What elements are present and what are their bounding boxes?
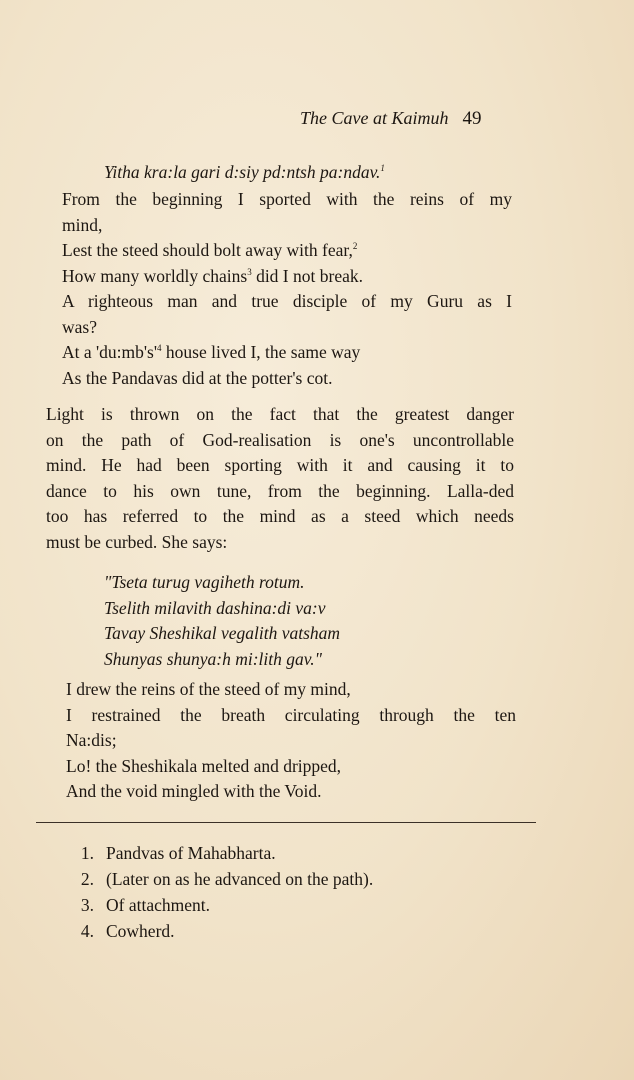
verse-line-text: did I not break. <box>251 265 363 286</box>
translation-line: Na:dis; <box>66 730 117 750</box>
footnote-text: (Later on as he advanced on the path). <box>106 869 374 889</box>
prose-line: on the path of God-realisation is one's uncontrollable <box>46 429 514 450</box>
verse-line: From the beginning I sported with the reins of my <box>62 189 512 209</box>
quote-line: "Tseta turug vagiheth rotum. <box>104 572 305 592</box>
verse-line-text: house lived I, the same way <box>161 342 361 362</box>
prose-line: dance to his own tune, from the beginning. Lalla-ded <box>46 480 514 501</box>
translation-line: Lo! the Sheshikala melted and dripped, <box>66 755 342 776</box>
footnote-ref-4: 4 <box>157 343 162 354</box>
prose-line: Light is thrown on the fact that the greatest danger <box>46 404 514 424</box>
verse-line-text: At a 'du:mb's' <box>62 342 158 362</box>
verse-line: was? <box>62 316 97 337</box>
poem-heading <box>104 160 385 186</box>
footnote-number: 4. <box>80 921 94 941</box>
prose-line: mind. He had been sporting with it and causing it to <box>46 455 514 475</box>
footnote-text: Of attachment. <box>106 895 210 915</box>
footnote-text: Cowherd. <box>106 921 175 941</box>
quote-translation <box>66 677 516 805</box>
quote-line: Shunyas shunya:h mi:lith gav." <box>104 648 322 669</box>
footnote <box>78 840 373 866</box>
footnote-text: Pandvas of Mahabharta. <box>106 843 276 863</box>
quote-line: Tavay Sheshikal vegalith vatsham <box>104 623 341 643</box>
footnote-ref-1: 1 <box>380 163 385 174</box>
verse-line: A righteous man and true disciple of my Guru as I <box>62 291 512 311</box>
translation-line: I restrained the breath circulating through the ten <box>66 704 516 725</box>
verse-line <box>62 340 512 366</box>
verse-line-text: How many worldly chains <box>62 265 248 286</box>
footnote-ref-2: 2 <box>352 241 358 252</box>
footnote <box>78 892 373 918</box>
poem-heading-text: Yitha kra:la gari d:siy pd:ntsh pa:ndav. <box>104 162 381 182</box>
footnote <box>78 918 373 944</box>
commentary-paragraph <box>46 402 514 555</box>
footnote-divider <box>36 822 536 823</box>
footnote-number: 1. <box>80 843 94 863</box>
quote-line: Tselith milavith dashina:di va:v <box>104 597 326 618</box>
running-header <box>300 108 530 130</box>
running-title: The Cave at Kaimuh <box>300 108 449 128</box>
page-number: 49 <box>462 108 482 129</box>
footnote-number: 2. <box>80 869 94 889</box>
verse-line <box>62 238 512 264</box>
translation-line: And the void mingled with the Void. <box>66 781 322 801</box>
footnote-number: 3. <box>80 895 94 915</box>
footnotes <box>78 840 373 944</box>
lalla-ded-quote <box>104 570 340 672</box>
verse-line: mind, <box>62 214 103 235</box>
footnote <box>78 866 373 892</box>
verse-line-text: Lest the steed should bolt away with fear, <box>62 240 353 260</box>
prose-line: must be curbed. She says: <box>46 531 228 552</box>
footnote-ref-3: 3 <box>247 266 252 277</box>
verse-translation-1 <box>62 187 512 391</box>
translation-line: I drew the reins of the steed of my mind, <box>66 679 351 699</box>
prose-line: too has referred to the mind as a steed which needs <box>46 506 514 526</box>
verse-line: As the Pandavas did at the potter's cot. <box>62 367 333 388</box>
verse-line <box>62 264 512 290</box>
